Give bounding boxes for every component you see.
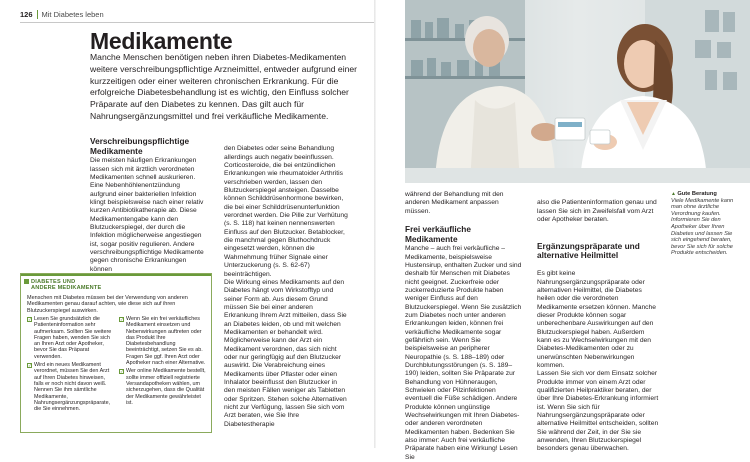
pharmacy-photo [405, 0, 750, 183]
info-box-list-right [119, 316, 209, 408]
running-title: Mit Diabetes leben [41, 10, 104, 19]
info-box-heading-line-2: ANDERE MEDIKAMENTE [31, 285, 102, 292]
checkbox-icon: ✓ [28, 316, 32, 322]
heading-prescription-drugs: Verschreibungspflichtige Medikamente [90, 136, 190, 156]
info-box-top-rule [21, 274, 211, 276]
left-column-2 [224, 137, 348, 437]
info-box-list-left [27, 316, 115, 414]
paragraph-continued-2: also die Patienteninformation genau und lassen Sie sich im Zweifelsfall vom Arzt oder Apotheker beraten. [537, 199, 657, 224]
list-item-text: Lesen Sie grundsätzlich die Patienteninformation sehr aufmerksam. Sollten Sie weitere Fragen haben, wenden Sie sich an Ihren Arzt oder Apotheker, bevor Sie das Präparat verwenden. [34, 316, 112, 360]
right-column-1 [405, 191, 523, 462]
sidebar-note-title-text: Gute Beratung [677, 191, 717, 197]
info-box-heading-line-1: DIABETES UND [31, 279, 76, 285]
checkbox-icon: ✓ [120, 316, 124, 322]
running-head [20, 10, 104, 19]
left-page [0, 0, 375, 448]
left-column-1 [90, 137, 208, 274]
page-title: Medikamente [90, 28, 233, 54]
list-item [119, 368, 209, 406]
pharmacist-and-customer-illustration [405, 0, 750, 183]
intro-paragraph: Manche Menschen benötigen neben ihren Diabetes-Medikamenten weitere verschreibungspflichtige Arzneimittel, entweder aufgrund einer kurzzeitigen oder einer weiteren chronischen Erkrankung. Für die erfolgreiche Diabetesbehandlung ist es wichtig, den Einfluss solcher Präparate auf den Diabetes zu kennen. Das gilt auch für Nahrungsergänzungsmittel und frei verkäufliche Medikamente. [90, 52, 358, 121]
heading-otc-drugs: Frei verkäufliche Medikamente [405, 224, 471, 244]
sidebar-note-title [671, 191, 743, 198]
paragraph-otc-drugs: Manche – auch frei verkäufliche – Medikamente, beispielsweise Hustensirup, enthalten Zucker und sind deshalb für Menschen mit Diabetes nicht geeignet. Zuckerfreie oder zuckerreduzierte Produkte haben weniger Einfluss auf den Blutzuckerspiegel. Wenn Sie zusätzlich zum Diabetes noch unter anderen Erkrankungen leiden, können frei verkäufliche Medikamente sogar gefährlich sein. Wenn Sie beispielsweise an peripherer Neuropathie (s. S. 188–189) oder Durchblutungsstörungen (s. S. 189–190) leiden, sollten Sie Präparate zur Behandlung von Hühneraugen, Schwielen oder Pilzinfektionen eventuell die Füße schädigen. Andere Produkte können ungünstige Wechselwirkungen mit Ihren Diabetes-oder anderen verordneten Medikamenten haben. Bedenken Sie also immer: Auch frei verkäufliche Präparate haben eine Wirkung! Lesen Sie [405, 245, 522, 461]
list-item-text: Wird ein neues Medikament verordnet, müssen Sie den Arzt auf Ihren Diabetes hinweisen, falls er noch nicht davon weiß. Nennen Sie ihm sämtliche Medikamente, Nahrungsergänzungspräparate, die Sie einnehmen. [34, 362, 111, 413]
paragraph-prescription-drugs: Die meisten häufigen Erkrankungen lassen sich mit ärztlich verordneten Medikamenten schnell auskurieren. Eine Nebenhöhlenentzündung aufgrund einer bakteriellen Infektion klingt beispielsweise nach einer relativ kurzen Antibiotikatherapie ab. Diese Medikamentengabe kann den Blutzuckerspiegel, der durch die Infektion möglicherweise angestiegen ist, sogar positiv regulieren. Andere verschreibungspflichtige Medikamente gegen chronische Erkrankungen können [90, 157, 204, 273]
info-box-diabetes-and-other-drugs [20, 273, 212, 433]
list-item [27, 362, 115, 412]
paragraph-drug-effects: den Diabetes oder seine Behandlung allerdings auch negativ beeinflussen. Corticosteroide, die bei entzündlichen Erkrankungen wie rheumatoider Arthritis verschrieben werden, lassen den Blutzuckerspiegel ansteigen. Dasselbe können Schilddrüsenhormone bewirken, die bei einer Schilddrüsenunterfunktion verordnet werden. Die Pille zur Verhütung (s. S. 118) hat keinen nennenswerten Einfluss auf den Blutzucker. Betablocker, die manchmal gegen Bluthochdruck eingesetzt werden, können die Wahrnehmung früher Signale einer Unterzuckerung (s. S. 62-67) beeinträchtigen. Die Wirkung eines Medikaments auf den Diabetes hängt vom Wirkstofftyp und seiner Form ab. Aus diesem Grund müssen Sie bei einer anderen Erkrankung Ihrem Arzt mitteilen, dass Sie an Diabetes leiden, ob und mit welchen Medikamenten er behandelt wird. Möglicherweise kann der Arzt ein Medikament verordnen, das sich nicht oder nur geringfügig auf den Blutzucker auswirkt. Die Verabreichung eines Medikaments über Pflaster oder einen Inhalator beeinflusst den Blutzucker in den meisten Fällen weniger als Tabletten oder Spritzen. Stehen solche Alternativen nicht zur Verfügung, lassen Sie sich vom Arzt beraten, wie Sie Ihre Diabetestherapie [224, 145, 348, 428]
sidebar-note-text: Viele Medikamente kann man ohne ärztliche Verordnung kaufen. Informieren Sie den Apotheker über Ihren Diabetes und lassen Sie sich eingehend beraten, bevor Sie sich für solche Produkte entscheiden. [671, 197, 734, 257]
list-item [27, 316, 115, 360]
list-item-text: Wer online Medikamente bestellt, sollte immer offiziell registrierte Versandapotheken wählen, um sicherzugehen, dass die Qualität der Medikamente gewährleistet ist. [126, 368, 206, 406]
triangle-icon: ▲ [671, 191, 678, 197]
list-item-text: Wenn Sie ein frei verkäufliches Medikament einsetzen und Nebenwirkungen auftreten oder das Produkt Ihre Diabetesbehandlung beeinträchtigt, setzen Sie es ab. Fragen Sie ggf. Ihren Arzt oder Apotheker nach einer Alternative. [126, 316, 206, 367]
sidebar-note [671, 191, 743, 257]
paragraph-continued: während der Behandlung mit den anderen Medikament anpassen müssen. [405, 191, 504, 215]
info-box-lead: Menschen mit Diabetes müssen bei der Verwendung von anderen Medikamenten genau darauf achten, wie diese sich auf ihren Blutzuckerspiegel auswirken. [27, 295, 188, 314]
checkbox-icon: ✓ [28, 362, 32, 368]
list-item [119, 316, 209, 366]
info-box-heading [31, 279, 101, 292]
heading-supplements: Ergänzungspräparate und alternative Heilmittel [537, 240, 640, 261]
header-rule [20, 22, 375, 23]
paragraph-supplements: Es gibt keine Nahrungsergänzungspräparate oder alternativen Heilmittel, die Diabetes heilen oder die verordneten Medikamente ersetzen können. Manche dieser Produkte können sogar unberechenbare Auswirkungen auf den Blutzuckerspiegel haben. Außerdem kann es zu Wechselwirkungen mit den Diabetes-Medikamenten oder zu unerwünschten Nebenwirkungen kommen. Lassen Sie sich vor dem Einsatz solcher Produkte immer von einem Arzt oder qualifizierten Heilpraktiker beraten, der über Ihre Diabetes-Erkrankung informiert ist. Wenn Sie sich für Nahrungsergänzungspräparate oder alternative Heilmittel entscheiden, sollten Sie während der Zeit, in der Sie sie anwenden, Ihren Blutzuckerspiegel besonders genau überwachen. [537, 270, 659, 453]
checkbox-icon: ✓ [120, 368, 124, 374]
running-head-divider [37, 10, 38, 19]
page-number: 126 [20, 10, 33, 19]
right-column-2 [537, 191, 659, 462]
info-box-marker-icon [24, 279, 29, 284]
right-page [375, 0, 750, 461]
